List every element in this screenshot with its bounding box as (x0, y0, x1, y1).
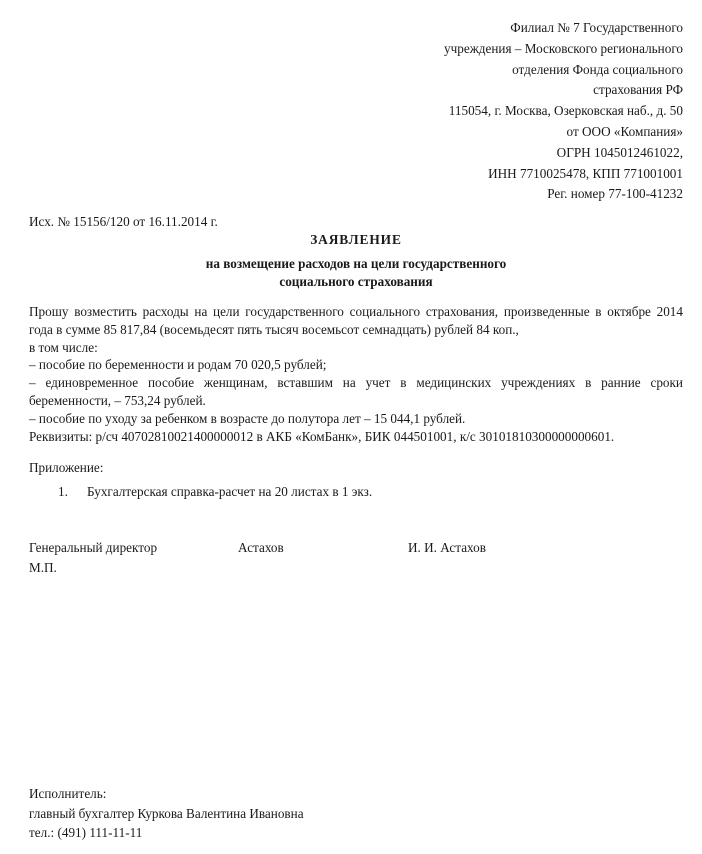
benefit-item-early-registration: – единовременное пособие женщинам, вставшим на учет в медицинских учреждениях в ранние сроки беременности, – 753,24 рублей. (29, 375, 683, 408)
document-subtitle (29, 255, 683, 290)
addressee-block (283, 18, 683, 205)
addressee-line-2: учреждения – Московского регионального (444, 40, 683, 56)
signatory-role: Генеральный директор (29, 540, 158, 555)
signatory-name: И. И. Астахов (408, 540, 486, 555)
sender-reg-number: Рег. номер 77-100-41232 (547, 186, 683, 202)
signature-mark: Астахов (238, 540, 284, 555)
body-in-which-label: в том числе: (29, 339, 98, 355)
document-title: ЗАЯВЛЕНИЕ (310, 232, 402, 247)
document-body (29, 303, 683, 445)
signature-block (29, 538, 683, 575)
addressee-line-1: Филиал № 7 Государственного (510, 20, 683, 35)
executor-person: главный бухгалтер Куркова Валентина Ивановна (29, 805, 304, 821)
appendix-item-text: Бухгалтерская справка-расчет на 20 листах в 1 экз. (87, 483, 373, 499)
sender-ogrn: ОГРН 1045012461022, (556, 144, 683, 160)
benefit-item-childcare: – пособие по уходу за ребенком в возрасте до полутора лет – 15 044,1 рублей. (29, 410, 466, 426)
sender-inn-kpp: ИНН 7710025478, КПП 771001001 (488, 165, 683, 181)
executor-label: Исполнитель: (29, 786, 107, 801)
document-subtitle-line-1: на возмещение расходов на цели государственного (205, 256, 507, 271)
body-intro-paragraph: Прошу возместить расходы на цели государственного социального страхования, произведенные в октябре 2014 года в сумме 85 817,84 (восемьдесят пять тысяч восемьсот семнадцать) рублей 84 коп., (29, 304, 683, 337)
addressee-line-3: отделения Фонда социального (512, 61, 683, 77)
appendix-item-number: 1. (58, 483, 68, 499)
addressee-line-4: страхования РФ (593, 82, 683, 98)
sender-organization: от ООО «Компания» (566, 123, 683, 139)
outgoing-number: Исх. № 15156/120 от 16.11.2014 г. (29, 214, 218, 229)
signature-row (29, 538, 683, 558)
appendix-list (29, 483, 683, 501)
bank-requisites: Реквизиты: р/сч 40702810021400000012 в АКБ «КомБанк», БИК 044501001, к/с 30101810300000000601. (29, 428, 615, 444)
addressee-address: 115054, г. Москва, Озерковская наб., д. 50 (448, 103, 683, 119)
stamp-placeholder: М.П. (29, 560, 57, 575)
executor-block (29, 784, 683, 843)
benefit-item-maternity: – пособие по беременности и родам 70 020,5 рублей; (29, 357, 327, 373)
appendix-label: Приложение: (29, 460, 104, 475)
executor-phone: тел.: (491) 111-11-11 (29, 825, 143, 840)
appendix-block (29, 459, 683, 501)
document-subtitle-line-2: социального страхования (279, 273, 433, 289)
appendix-list-item (29, 483, 683, 501)
